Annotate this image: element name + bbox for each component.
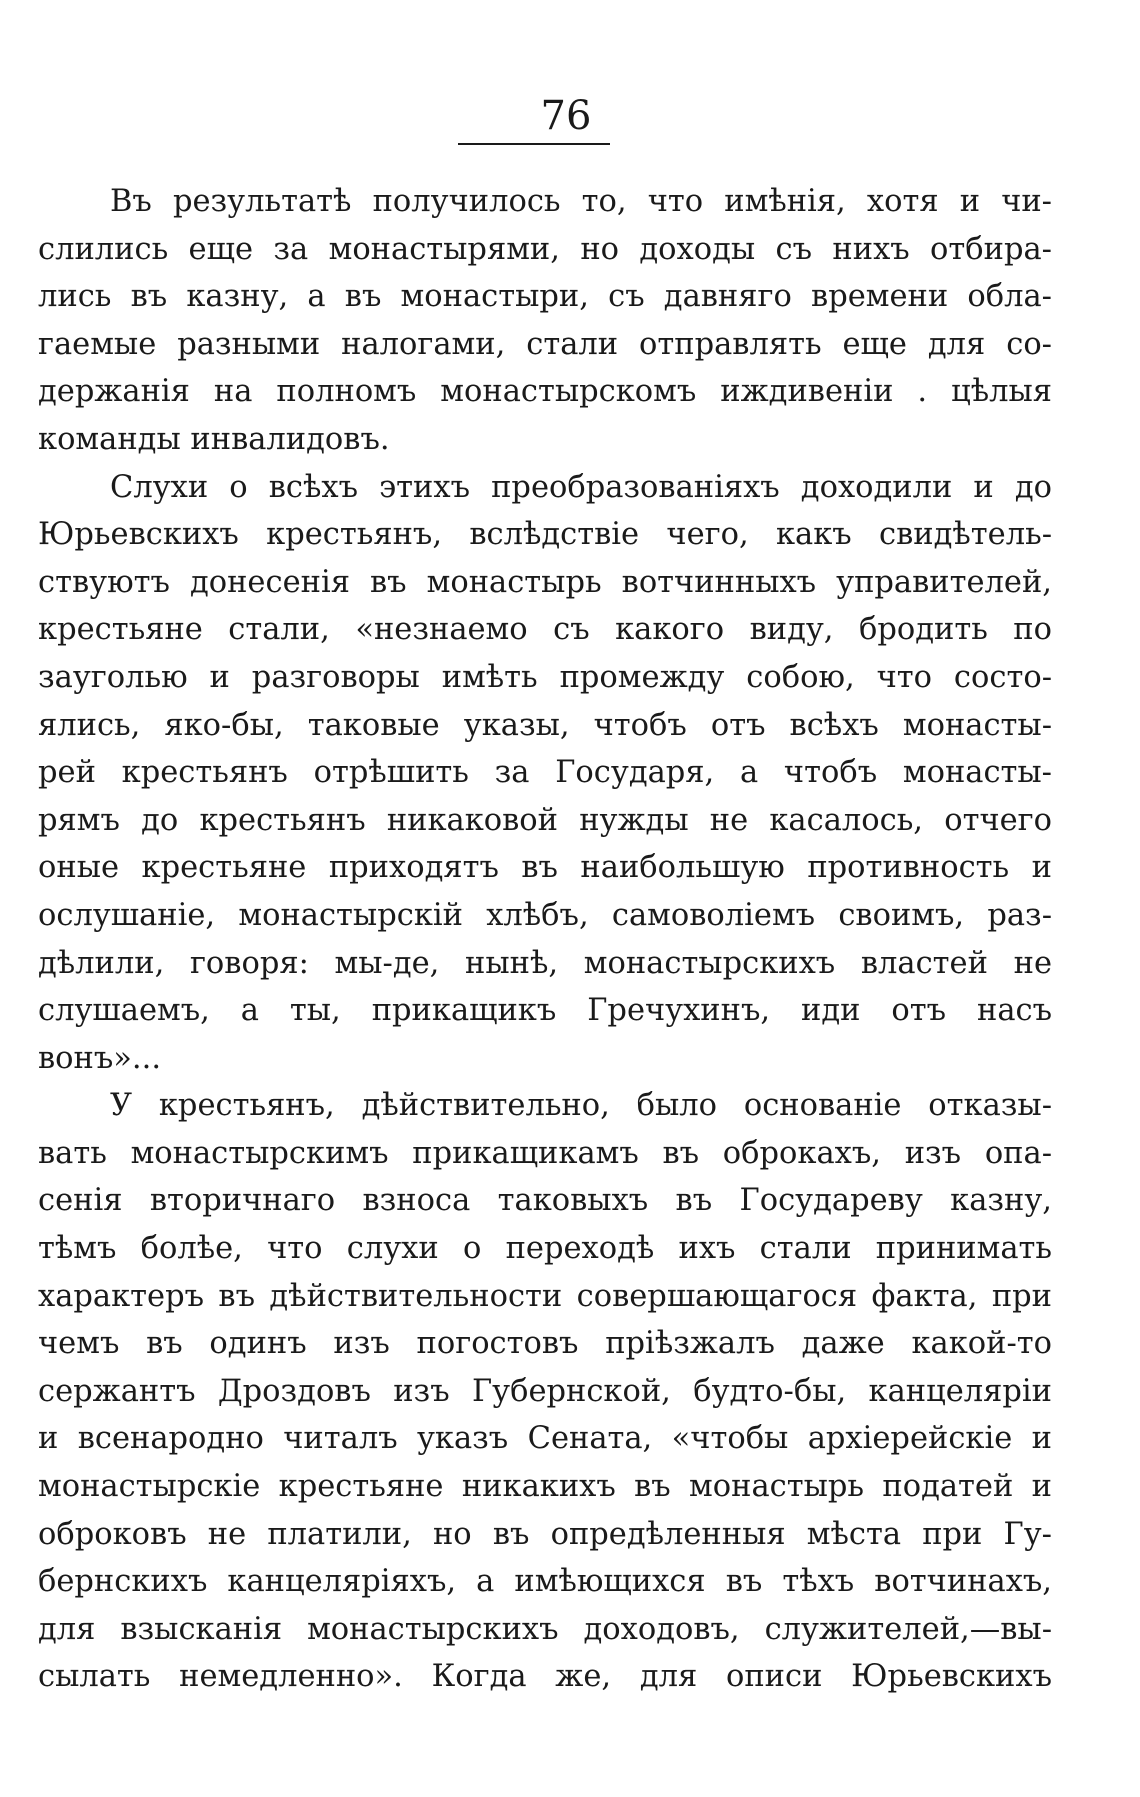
text-line: держанія на полномъ монастырскомъ иждивеніи . цѣлыя (38, 374, 1052, 410)
text-line: характеръ въ дѣйствительности совершающагося факта, при (38, 1278, 1052, 1314)
body-text (38, 178, 1052, 1701)
text-line: ялись, яко-бы, таковые указы, чтобъ отъ всѣхъ монасты- (38, 707, 1052, 743)
text-line: крестьяне стали, «незнаемо съ какого виду, бродить по (38, 612, 1052, 648)
text-line: для взысканія монастырскихъ доходовъ, служителей,—вы- (38, 1611, 1052, 1647)
text-line: Въ результатѣ получилось то, что имѣнія, хотя и чи- (110, 184, 1052, 219)
text-line: гаемые разными налогами, стали отправлять еще для со- (38, 326, 1052, 362)
text-line: монастырскіе крестьяне никакихъ въ монастырь податей и (38, 1469, 1052, 1505)
text-line: дѣлили, говоря: мы-де, нынѣ, монастырскихъ властей не (38, 945, 1052, 981)
text-line: команды инвалидовъ. (38, 421, 390, 457)
text-line: У крестьянъ, дѣйствительно, было основаніе отказы- (110, 1088, 1052, 1124)
text-line: слушаемъ, а ты, прикащикъ Гречухинъ, иди отъ насъ (38, 993, 1052, 1029)
text-line: вонъ»... (38, 1040, 162, 1076)
text-line: оброковъ не платили, но въ опредѣленныя мѣста при Гу- (38, 1516, 1052, 1552)
text-line: оные крестьяне приходятъ въ наибольшую противность и (38, 850, 1052, 886)
text-line: Слухи о всѣхъ этихъ преобразованіяхъ доходили и до (110, 469, 1052, 505)
page-number: 76 (540, 93, 592, 139)
text-line: зауголью и разговоры имѣть промежду собою, что состо- (38, 659, 1052, 695)
text-line: чемъ въ одинъ изъ погостовъ пріѣзжалъ даже какой-то (38, 1326, 1052, 1362)
text-line: ствуютъ донесенія въ монастырь вотчинныхъ управителей, (38, 564, 1052, 600)
text-line: слились еще за монастырями, но доходы съ нихъ отбира- (38, 231, 1052, 267)
text-line: рямъ до крестьянъ никаковой нужды не касалось, отчего (38, 802, 1052, 838)
text-line: лись въ казну, а въ монастыри, съ давняго времени обла- (38, 279, 1052, 315)
text-line: ослушаніе, монастырскій хлѣбъ, самоволіемъ своимъ, раз- (38, 897, 1052, 933)
text-line: сержантъ Дроздовъ изъ Губернской, будто-бы, канцеляріи (38, 1373, 1052, 1409)
text-line: бернскихъ канцеляріяхъ, а имѣющихся въ тѣхъ вотчинахъ, (38, 1564, 1052, 1600)
text-line: сылать немедленно». Когда же, для описи Юрьевскихъ (38, 1659, 1052, 1695)
text-line: Юрьевскихъ крестьянъ, вслѣдствіе чего, какъ свидѣтель- (38, 517, 1052, 553)
page-number-rule (458, 143, 610, 145)
text-line: вать монастырскимъ прикащикамъ въ оброкахъ, изъ опа- (38, 1135, 1052, 1171)
text-line: сенія вторичнаго взноса таковыхъ въ Государеву казну, (38, 1183, 1052, 1219)
text-line: и всенародно читалъ указъ Сената, «чтобы архіерейскіе и (38, 1421, 1052, 1457)
text-line: рей крестьянъ отрѣшить за Государя, а чтобъ монасты- (38, 755, 1052, 791)
text-line: тѣмъ болѣе, что слухи о переходѣ ихъ стали принимать (38, 1231, 1052, 1267)
